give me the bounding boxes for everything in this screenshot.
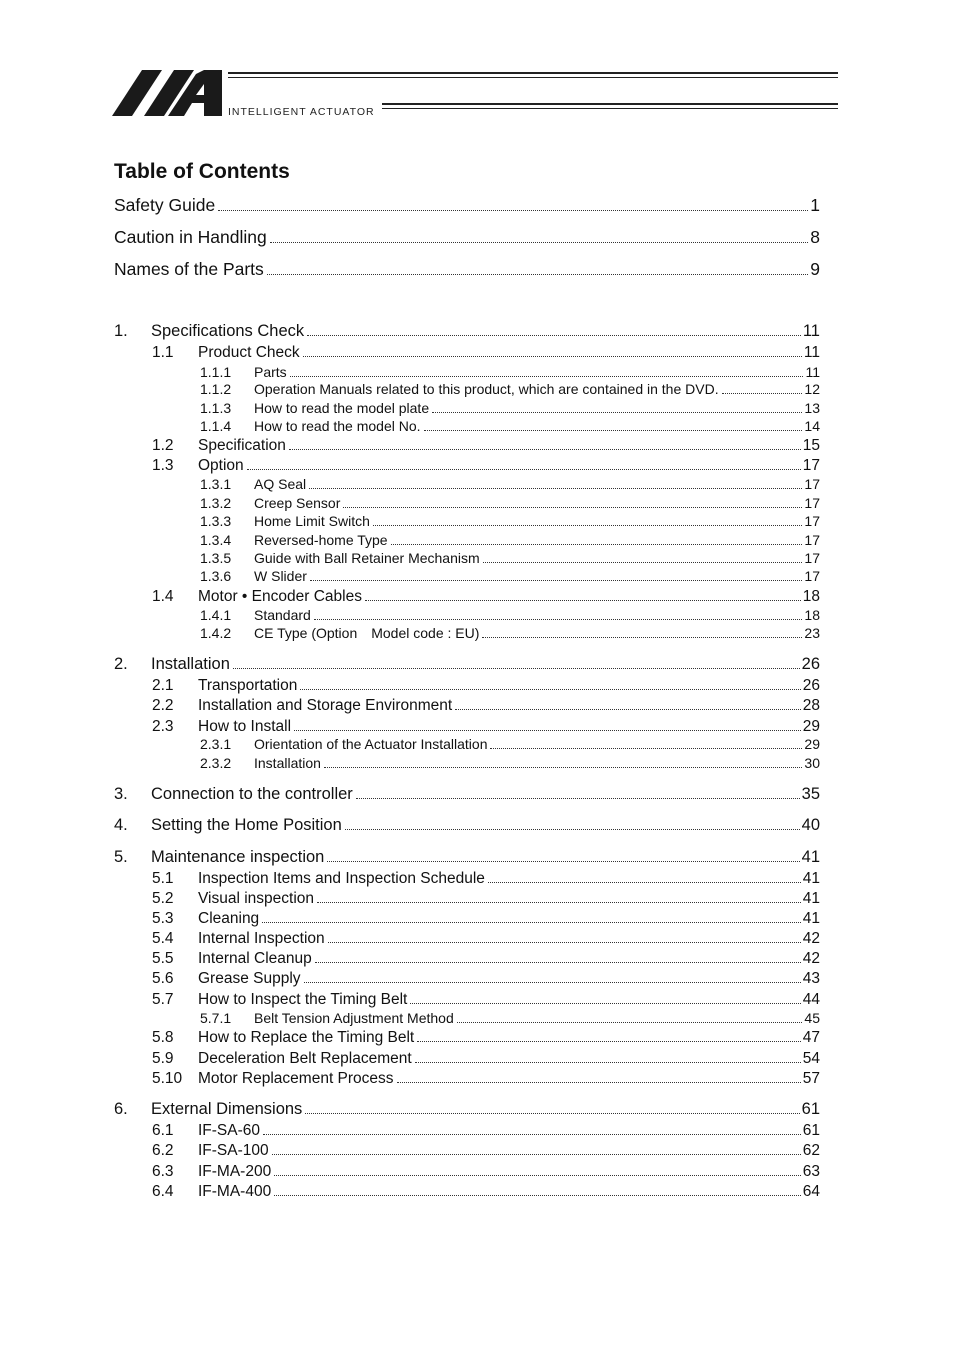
toc-entry[interactable] (114, 568, 820, 584)
toc-entry-label: Specification (198, 437, 286, 454)
toc-entry-number: 4. (114, 816, 128, 834)
toc-entry-number: 5.6 (152, 970, 174, 987)
toc-entry[interactable] (114, 259, 820, 279)
toc-entry-number: 2.3.1 (200, 736, 232, 752)
toc-entry[interactable] (114, 588, 820, 606)
toc-entry-label: External Dimensions (151, 1100, 303, 1118)
toc-entry[interactable] (114, 400, 820, 416)
toc-entry-number: 2.2 (152, 697, 174, 714)
toc-entry-label: Installation (254, 755, 321, 771)
toc-entry-number: 3. (114, 785, 128, 803)
toc-entry-number: 6.2 (152, 1142, 174, 1159)
toc-entry[interactable] (114, 607, 820, 623)
toc-entry[interactable] (114, 890, 820, 908)
dot-leader (304, 982, 801, 983)
toc-entry-number: 5.2 (152, 890, 174, 907)
toc-entry-page: 64 (802, 1183, 820, 1200)
toc-entry[interactable] (114, 677, 820, 695)
toc-entry-label: Setting the Home Position (151, 816, 342, 834)
toc-entry-page: 9 (810, 259, 820, 279)
toc-entry-label: How to Replace the Timing Belt (198, 1029, 415, 1046)
toc-entry-page: 11 (805, 364, 820, 380)
toc-entry-number: 5.10 (152, 1070, 183, 1087)
toc-entry-page: 63 (802, 1163, 820, 1180)
toc-entry[interactable] (114, 550, 820, 566)
toc-entry-number: 6.3 (152, 1163, 174, 1180)
toc-entry-number: 6.4 (152, 1183, 174, 1200)
dot-leader (483, 562, 803, 563)
toc-entry-number: 1.3.4 (200, 532, 232, 548)
toc-entry[interactable] (114, 195, 820, 215)
toc-entry[interactable] (114, 513, 820, 529)
toc-entry-label: Installation and Storage Environment (198, 697, 453, 714)
dot-leader (289, 449, 801, 450)
toc-entry[interactable] (114, 1029, 820, 1047)
toc-entry-number: 5. (114, 848, 128, 866)
toc-entry-page: 17 (804, 550, 820, 566)
dot-leader (365, 600, 801, 601)
toc-entry[interactable] (114, 322, 820, 341)
toc-entry-page: 47 (802, 1029, 820, 1046)
dot-leader (270, 242, 809, 243)
toc-entry-page: 42 (802, 930, 820, 947)
toc-entry-page: 41 (802, 890, 820, 907)
toc-entry-page: 18 (802, 588, 820, 605)
toc-entry-number: 1.3.1 (200, 476, 232, 492)
toc-entry-label: Specifications Check (151, 322, 305, 340)
toc-entry-number: 1.4.2 (200, 625, 232, 641)
toc-entry-page: 41 (802, 910, 820, 927)
toc-entry-page: 43 (802, 970, 820, 987)
dot-leader (417, 1041, 801, 1042)
toc-entry-page: 61 (801, 1100, 820, 1118)
toc-entry-label: Internal Inspection (198, 930, 325, 947)
toc-entry[interactable] (114, 991, 820, 1009)
toc-entry-number: 1.1 (152, 344, 174, 361)
dot-leader (262, 922, 801, 923)
toc-entry[interactable] (114, 930, 820, 948)
toc-entry-page: 28 (802, 697, 820, 714)
dot-leader (488, 882, 801, 883)
toc-entry[interactable] (114, 697, 820, 715)
toc-entry-page: 17 (802, 457, 820, 474)
toc-entry-label: Belt Tension Adjustment Method (254, 1010, 454, 1026)
toc-entry[interactable] (114, 970, 820, 988)
dot-leader (455, 709, 801, 710)
toc-entry-label: IF-SA-60 (198, 1122, 261, 1139)
toc-entry-number: 1.3.5 (200, 550, 232, 566)
dot-leader (294, 730, 801, 731)
dot-leader (314, 619, 803, 620)
toc-entry[interactable] (114, 495, 820, 511)
toc-entry[interactable] (114, 718, 820, 736)
toc-entry-number: 1.1.2 (200, 381, 232, 397)
toc-entry-label: Caution in Handling (114, 227, 267, 247)
toc-entry-page: 61 (802, 1122, 820, 1139)
dot-leader (303, 356, 802, 357)
toc-entry-page: 62 (802, 1142, 820, 1159)
dot-leader (722, 393, 803, 394)
toc-entry-label: Cleaning (198, 910, 260, 927)
toc-entry-number: 5.8 (152, 1029, 174, 1046)
toc-entry-page: 11 (802, 322, 820, 340)
toc-entry[interactable] (114, 418, 820, 434)
toc-entry-label: Deceleration Belt Replacement (198, 1050, 412, 1067)
toc-entry-number: 5.7 (152, 991, 174, 1008)
toc-entry-page: 30 (804, 755, 820, 771)
toc-entry[interactable] (114, 950, 820, 968)
dot-leader (315, 962, 801, 963)
toc-entry[interactable] (114, 1100, 820, 1119)
toc-entry[interactable] (114, 1183, 820, 1201)
toc-entry[interactable] (114, 457, 820, 475)
toc-entry-number: 1.3.6 (200, 568, 232, 584)
toc-entry-number: 6.1 (152, 1122, 174, 1139)
toc-entry[interactable] (114, 1163, 820, 1181)
toc-entry-page: 41 (801, 848, 820, 866)
dot-leader (324, 767, 802, 768)
toc-entry-number: 5.1 (152, 870, 174, 887)
toc-entry[interactable] (114, 1142, 820, 1160)
dot-leader (327, 861, 799, 862)
toc-entry-label: Installation (151, 655, 230, 673)
toc-entry[interactable] (114, 532, 820, 548)
dot-leader (274, 1195, 801, 1196)
toc-entry-page: 17 (804, 495, 820, 511)
toc-entry-page: 17 (804, 476, 820, 492)
toc-entry-number: 5.7.1 (200, 1010, 232, 1026)
toc-entry-number: 1.4.1 (200, 607, 232, 623)
toc-entry-number: 1.1.1 (200, 364, 232, 380)
toc-entry-page: 26 (801, 655, 820, 673)
toc-entry-label: Option (198, 457, 244, 474)
toc-entry-number: 1.2 (152, 437, 174, 454)
dot-leader (274, 1175, 801, 1176)
toc-entry-page: 11 (803, 344, 820, 361)
toc-entry-number: 2. (114, 655, 128, 673)
dot-leader (263, 1134, 801, 1135)
toc-entry-label: Standard (254, 607, 311, 623)
toc-entry[interactable] (114, 1010, 820, 1026)
dot-leader (490, 748, 802, 749)
dot-leader (424, 430, 803, 431)
toc-entry-label: Connection to the controller (151, 785, 353, 803)
toc-entry-label: How to Install (198, 718, 292, 735)
toc-entry[interactable] (114, 848, 820, 867)
toc-entry[interactable] (114, 736, 820, 752)
toc-entry-page: 35 (801, 785, 820, 803)
dot-leader (272, 1154, 801, 1155)
dot-leader (410, 1003, 800, 1004)
toc-entry-label: AQ Seal (254, 476, 307, 492)
toc-entry[interactable] (114, 227, 820, 247)
dot-leader (290, 376, 804, 377)
toc-entry[interactable] (114, 364, 820, 380)
toc-entry-number: 1.3.3 (200, 513, 232, 529)
dot-leader (356, 798, 800, 799)
toc-entry-number: 1. (114, 322, 128, 340)
dot-leader (218, 210, 808, 211)
toc-entry-label: W Slider (254, 568, 307, 584)
toc-entry-page: 45 (804, 1010, 820, 1026)
toc-entry[interactable] (114, 1050, 820, 1068)
toc-entry-number: 1.1.4 (200, 418, 232, 434)
toc-entry-label: How to Inspect the Timing Belt (198, 991, 408, 1008)
table-of-contents (114, 0, 820, 1350)
dot-leader (300, 689, 800, 690)
toc-entry-label: Visual inspection (198, 890, 315, 907)
toc-entry-label: Home Limit Switch (254, 513, 370, 529)
toc-entry-page: 18 (804, 607, 820, 623)
toc-entry-number: 1.4 (152, 588, 174, 605)
toc-entry-page: 29 (804, 736, 820, 752)
toc-entry[interactable] (114, 1070, 820, 1088)
dot-leader (305, 1113, 799, 1114)
toc-entry-number: 6. (114, 1100, 128, 1118)
toc-entry-number: 1.1.3 (200, 400, 232, 416)
toc-entry-label: IF-MA-400 (198, 1183, 272, 1200)
toc-entry-page: 8 (810, 227, 820, 247)
dot-leader (457, 1022, 803, 1023)
toc-entry-page: 23 (804, 625, 820, 641)
toc-entry-page: 57 (802, 1070, 820, 1087)
toc-entry[interactable] (114, 910, 820, 928)
toc-entry-page: 14 (804, 418, 820, 434)
toc-entry[interactable] (114, 870, 820, 888)
toc-entry-label: Inspection Items and Inspection Schedule (198, 870, 485, 887)
toc-entry-page: 40 (801, 816, 820, 834)
toc-entry-label: Safety Guide (114, 195, 216, 215)
toc-entry-label: Creep Sensor (254, 495, 341, 511)
dot-leader (432, 412, 802, 413)
dot-leader (397, 1082, 801, 1083)
toc-entry-number: 5.9 (152, 1050, 174, 1067)
toc-entry-label: Product Check (198, 344, 300, 361)
toc-entry-number: 2.1 (152, 677, 174, 694)
dot-leader (247, 469, 801, 470)
toc-entry[interactable] (114, 755, 820, 771)
toc-entry-number: 2.3 (152, 718, 174, 735)
toc-entry-number: 1.3.2 (200, 495, 232, 511)
toc-entry-label: Motor Replacement Process (198, 1070, 394, 1087)
toc-entry-number: 5.3 (152, 910, 174, 927)
toc-entry-page: 17 (804, 532, 820, 548)
dot-leader (415, 1062, 801, 1063)
toc-entry[interactable] (114, 344, 820, 362)
toc-entry-label: Internal Cleanup (198, 950, 312, 967)
toc-entry-label: How to read the model No. (254, 418, 421, 434)
toc-entry-label: Motor • Encoder Cables (198, 588, 362, 605)
dot-leader (307, 335, 801, 336)
toc-entry-page: 26 (802, 677, 820, 694)
toc-entry-page: 12 (804, 381, 820, 397)
dot-leader (267, 274, 808, 275)
dot-leader (310, 580, 803, 581)
dot-leader (233, 668, 800, 669)
toc-entry[interactable] (114, 816, 820, 835)
toc-entry-number: 5.5 (152, 950, 174, 967)
page-title: Table of Contents (114, 160, 290, 183)
toc-entry-page: 1 (810, 195, 820, 215)
toc-entry-label: Guide with Ball Retainer Mechanism (254, 550, 480, 566)
toc-entry-page: 54 (802, 1050, 820, 1067)
toc-entry-label: IF-SA-100 (198, 1142, 269, 1159)
toc-entry-label: Parts (254, 364, 287, 380)
toc-entry-number: 2.3.2 (200, 755, 232, 771)
toc-entry[interactable] (114, 476, 820, 492)
brand-name: INTELLIGENT ACTUATOR (228, 106, 375, 118)
toc-entry[interactable] (114, 437, 820, 455)
toc-entry[interactable] (114, 625, 820, 641)
dot-leader (328, 942, 801, 943)
toc-entry-page: 29 (802, 718, 820, 735)
toc-entry-page: 42 (802, 950, 820, 967)
toc-entry[interactable] (114, 655, 820, 674)
dot-leader (373, 525, 803, 526)
dot-leader (309, 488, 802, 489)
toc-entry[interactable] (114, 785, 820, 804)
toc-entry-label: How to read the model plate (254, 400, 430, 416)
dot-leader (482, 637, 802, 638)
toc-entry-page: 17 (804, 513, 820, 529)
toc-entry-label: Transportation (198, 677, 298, 694)
toc-entry[interactable] (114, 381, 820, 397)
toc-entry-label: Operation Manuals related to this product, which are contained in the DVD. (254, 381, 719, 397)
toc-entry-page: 13 (804, 400, 820, 416)
toc-entry-page: 15 (802, 437, 820, 454)
dot-leader (343, 507, 802, 508)
toc-entry-label: Reversed-home Type (254, 532, 388, 548)
toc-entry-number: 5.4 (152, 930, 174, 947)
toc-entry-page: 17 (804, 568, 820, 584)
toc-entry-page: 44 (802, 991, 820, 1008)
toc-entry-label: IF-MA-200 (198, 1163, 272, 1180)
toc-entry[interactable] (114, 1122, 820, 1140)
toc-entry-label: Maintenance inspection (151, 848, 325, 866)
toc-entry-number: 1.3 (152, 457, 174, 474)
toc-entry-label: Names of the Parts (114, 259, 264, 279)
dot-leader (391, 544, 803, 545)
dot-leader (345, 829, 800, 830)
toc-entry-label: CE Type (Option Model code : EU) (254, 625, 480, 641)
toc-entry-page: 41 (802, 870, 820, 887)
dot-leader (317, 902, 801, 903)
toc-entry-label: Orientation of the Actuator Installation (254, 736, 488, 752)
toc-entry-label: Grease Supply (198, 970, 301, 987)
